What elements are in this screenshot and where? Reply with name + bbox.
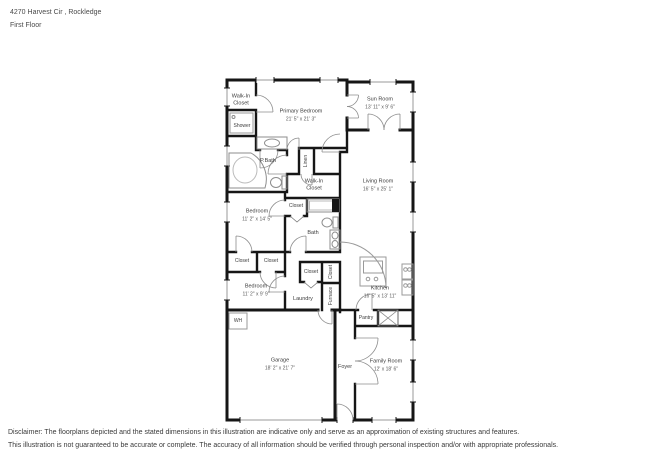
room-label-living-room: Living Room 16' 5" x 25' 1" <box>362 178 394 192</box>
room-label-foyer: Foyer <box>337 363 353 370</box>
disclaimer-line-1: Disclaimer: The floorplans depicted and the stated dimensions in this illustration are indicative only and serve as an approximation of existing structures and features. <box>8 429 520 436</box>
room-label-laundry: Laundry <box>293 295 313 302</box>
room-label-primary-bedroom: Primary Bedroom 21' 5" x 21' 3" <box>279 108 323 122</box>
room-label-closet-b1: Closet <box>234 257 250 264</box>
room-label-kitchen: Kitchen 16' 5" x 13' 11" <box>363 285 397 299</box>
room-label-sun-room: Sun Room 13' 11" x 9' 6" <box>365 96 395 110</box>
room-label-closet-furnace: Closet <box>327 264 334 280</box>
room-label-p-bath: P.Bath <box>260 157 276 164</box>
room-label-walk-in-closet-2: Walk-In Closet <box>304 178 324 191</box>
room-label-shower: Shower <box>233 122 251 129</box>
disclaimer-line-2: This illustration is not guaranteed to be accurate or complete. The accuracy of all information should be verified through personal inspection and/or with appropriate professionals. <box>8 441 559 449</box>
disclaimer <box>8 427 646 452</box>
hall-vanity-icon <box>330 230 340 249</box>
room-label-bedroom-1: Bedroom 11' 2" x 14' 5" <box>242 208 272 222</box>
room-label-furnace: Furnace <box>327 286 334 306</box>
address-text: 4270 Harvest Cir , Rockledge <box>10 9 102 16</box>
room-label-pantry: Pantry <box>358 314 374 321</box>
room-label-closet-hall: Closet <box>288 202 304 209</box>
room-label-walk-in-closet-1: Walk-In Closet <box>231 93 251 106</box>
hall-toilet-icon <box>322 217 338 228</box>
stove-icon <box>360 257 386 286</box>
room-label-bedroom-2: Bedroom 11' 2" x 9' 9" <box>242 283 270 297</box>
room-label-closet-laundry: Closet <box>303 268 319 275</box>
room-label-garage: Garage 18' 2" x 21' 7" <box>264 357 296 371</box>
floor-text: First Floor <box>10 22 42 29</box>
room-label-bath: Bath <box>307 229 319 236</box>
room-label-linen: Linen <box>302 154 309 168</box>
room-label-family-room: Family Room 12' x 18' 6" <box>369 358 403 372</box>
room-label-water-heater: WH <box>233 317 243 324</box>
hall-bathtub-icon <box>307 199 339 212</box>
pbath-toilet-icon <box>271 176 288 189</box>
appliances-icon <box>402 264 413 295</box>
room-label-closet-b2: Closet <box>263 257 279 264</box>
pbath-vanity-icon <box>257 137 287 149</box>
pantry-shelf-icon <box>378 310 398 326</box>
